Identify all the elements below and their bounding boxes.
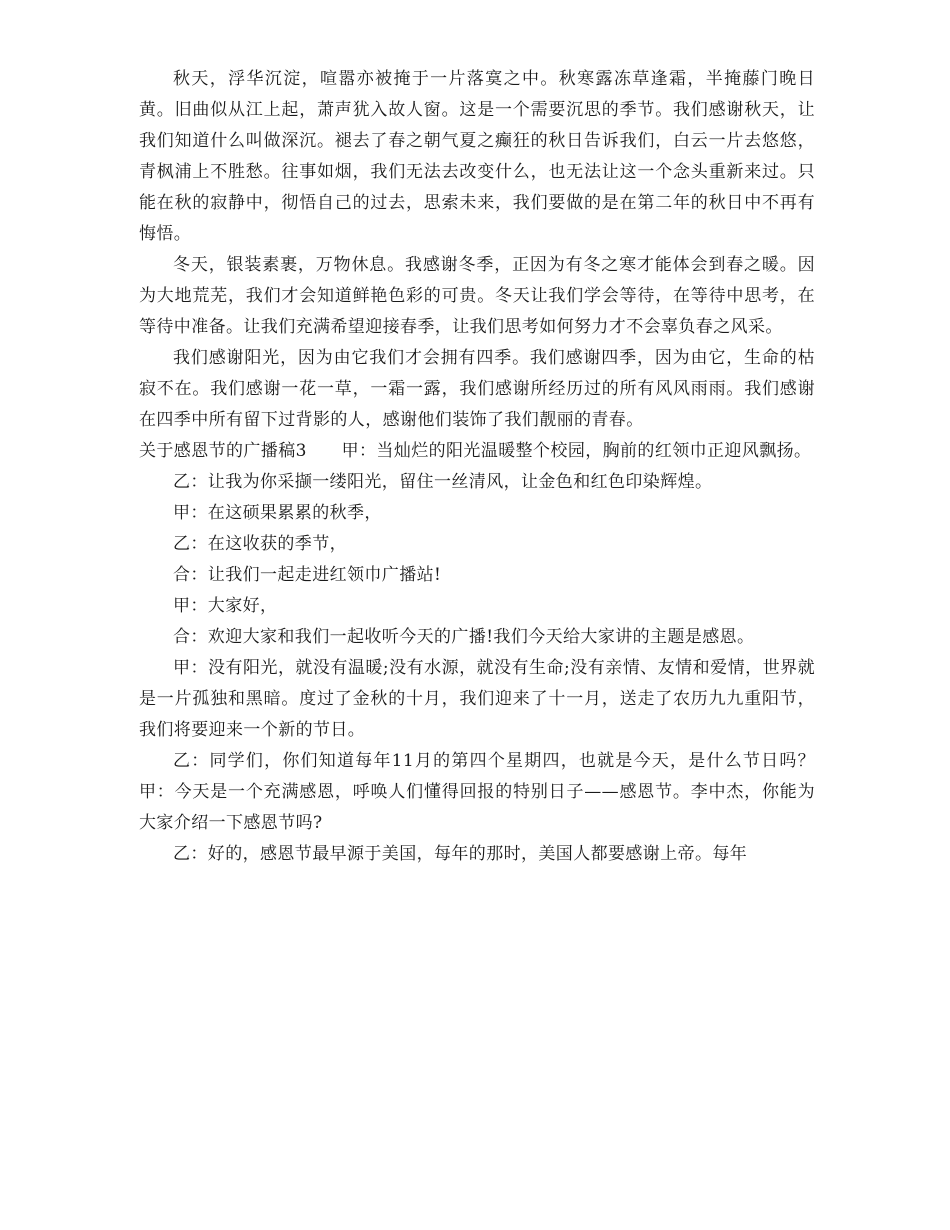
paragraph-sunshine: 我们感谢阳光，因为由它我们才会拥有四季。我们感谢四季，因为由它，生命的枯寂不在。我们感谢一花一草，一霜一露，我们感谢所经历过的所有风风雨雨。我们感谢在四季中所有留下过背影的人，感谢他们装饰了我们靓丽的青春。 [139, 348, 815, 430]
dialogue-line: 乙：同学们，你们知道每年11月的第四个星期四，也就是今天，是什么节日吗？甲：今天是一个充满感恩，呼唤人们懂得回报的特别日子——感恩节。李中杰，你能为大家介绍一下感恩节吗? [139, 751, 815, 833]
section-heading-broadcast: 关于感恩节的广播稿3 甲：当灿烂的阳光温暖整个校园，胸前的红领巾正迎风飘扬。 [139, 441, 812, 461]
paragraph-autumn: 秋天，浮华沉淀，喧嚣亦被掩于一片落寞之中。秋寒露冻草逢霜，半掩藤门晚日黄。旧曲似从江上起，萧声犹入故人窗。这是一个需要沉思的季节。我们感谢秋天，让我们知道什么叫做深沉。褪去了春之朝气夏之癫狂的秋日告诉我们，白云一片去悠悠，青枫浦上不胜愁。往事如烟，我们无法去改变什么，也无法让这一个念头重新来过。只能在秋的寂静中，彻悟自己的过去，思索未来，我们要做的是在第二年的秋日中不再有悔悟。 [139, 69, 815, 244]
paragraph-winter: 冬天，银装素裹，万物休息。我感谢冬季，正因为有冬之寒才能体会到春之暖。因为大地荒芜，我们才会知道鲜艳色彩的可贵。冬天让我们学会等待，在等待中思考，在等待中准备。让我们充满希望迎接春季，让我们思考如何努力才不会辜负春之风采。 [139, 255, 815, 337]
dialogue-line: 乙：在这收获的季节， [173, 534, 347, 554]
dialogue-line: 合：欢迎大家和我们一起收听今天的广播!我们今天给大家讲的主题是感恩。 [173, 627, 755, 647]
dialogue-line: 合：让我们一起走进红领巾广播站! [173, 565, 442, 585]
dialogue-line: 甲：在这硕果累累的秋季， [173, 503, 382, 523]
dialogue-line: 甲：大家好， [173, 596, 278, 616]
dialogue-line: 乙：让我为你采撷一缕阳光，留住一丝清风，让金色和红色印染辉煌。 [173, 472, 713, 492]
dialogue-line: 乙：好的，感恩节最早源于美国，每年的那时，美国人都要感谢上帝。每年 [173, 844, 748, 864]
document-body [139, 64, 815, 870]
dialogue-line: 甲：没有阳光，就没有温暖;没有水源，就没有生命;没有亲情、友情和爱情，世界就是一片孤独和黑暗。度过了金秋的十月，我们迎来了十一月，送走了农历九九重阳节，我们将要迎来一个新的节日。 [139, 658, 815, 740]
